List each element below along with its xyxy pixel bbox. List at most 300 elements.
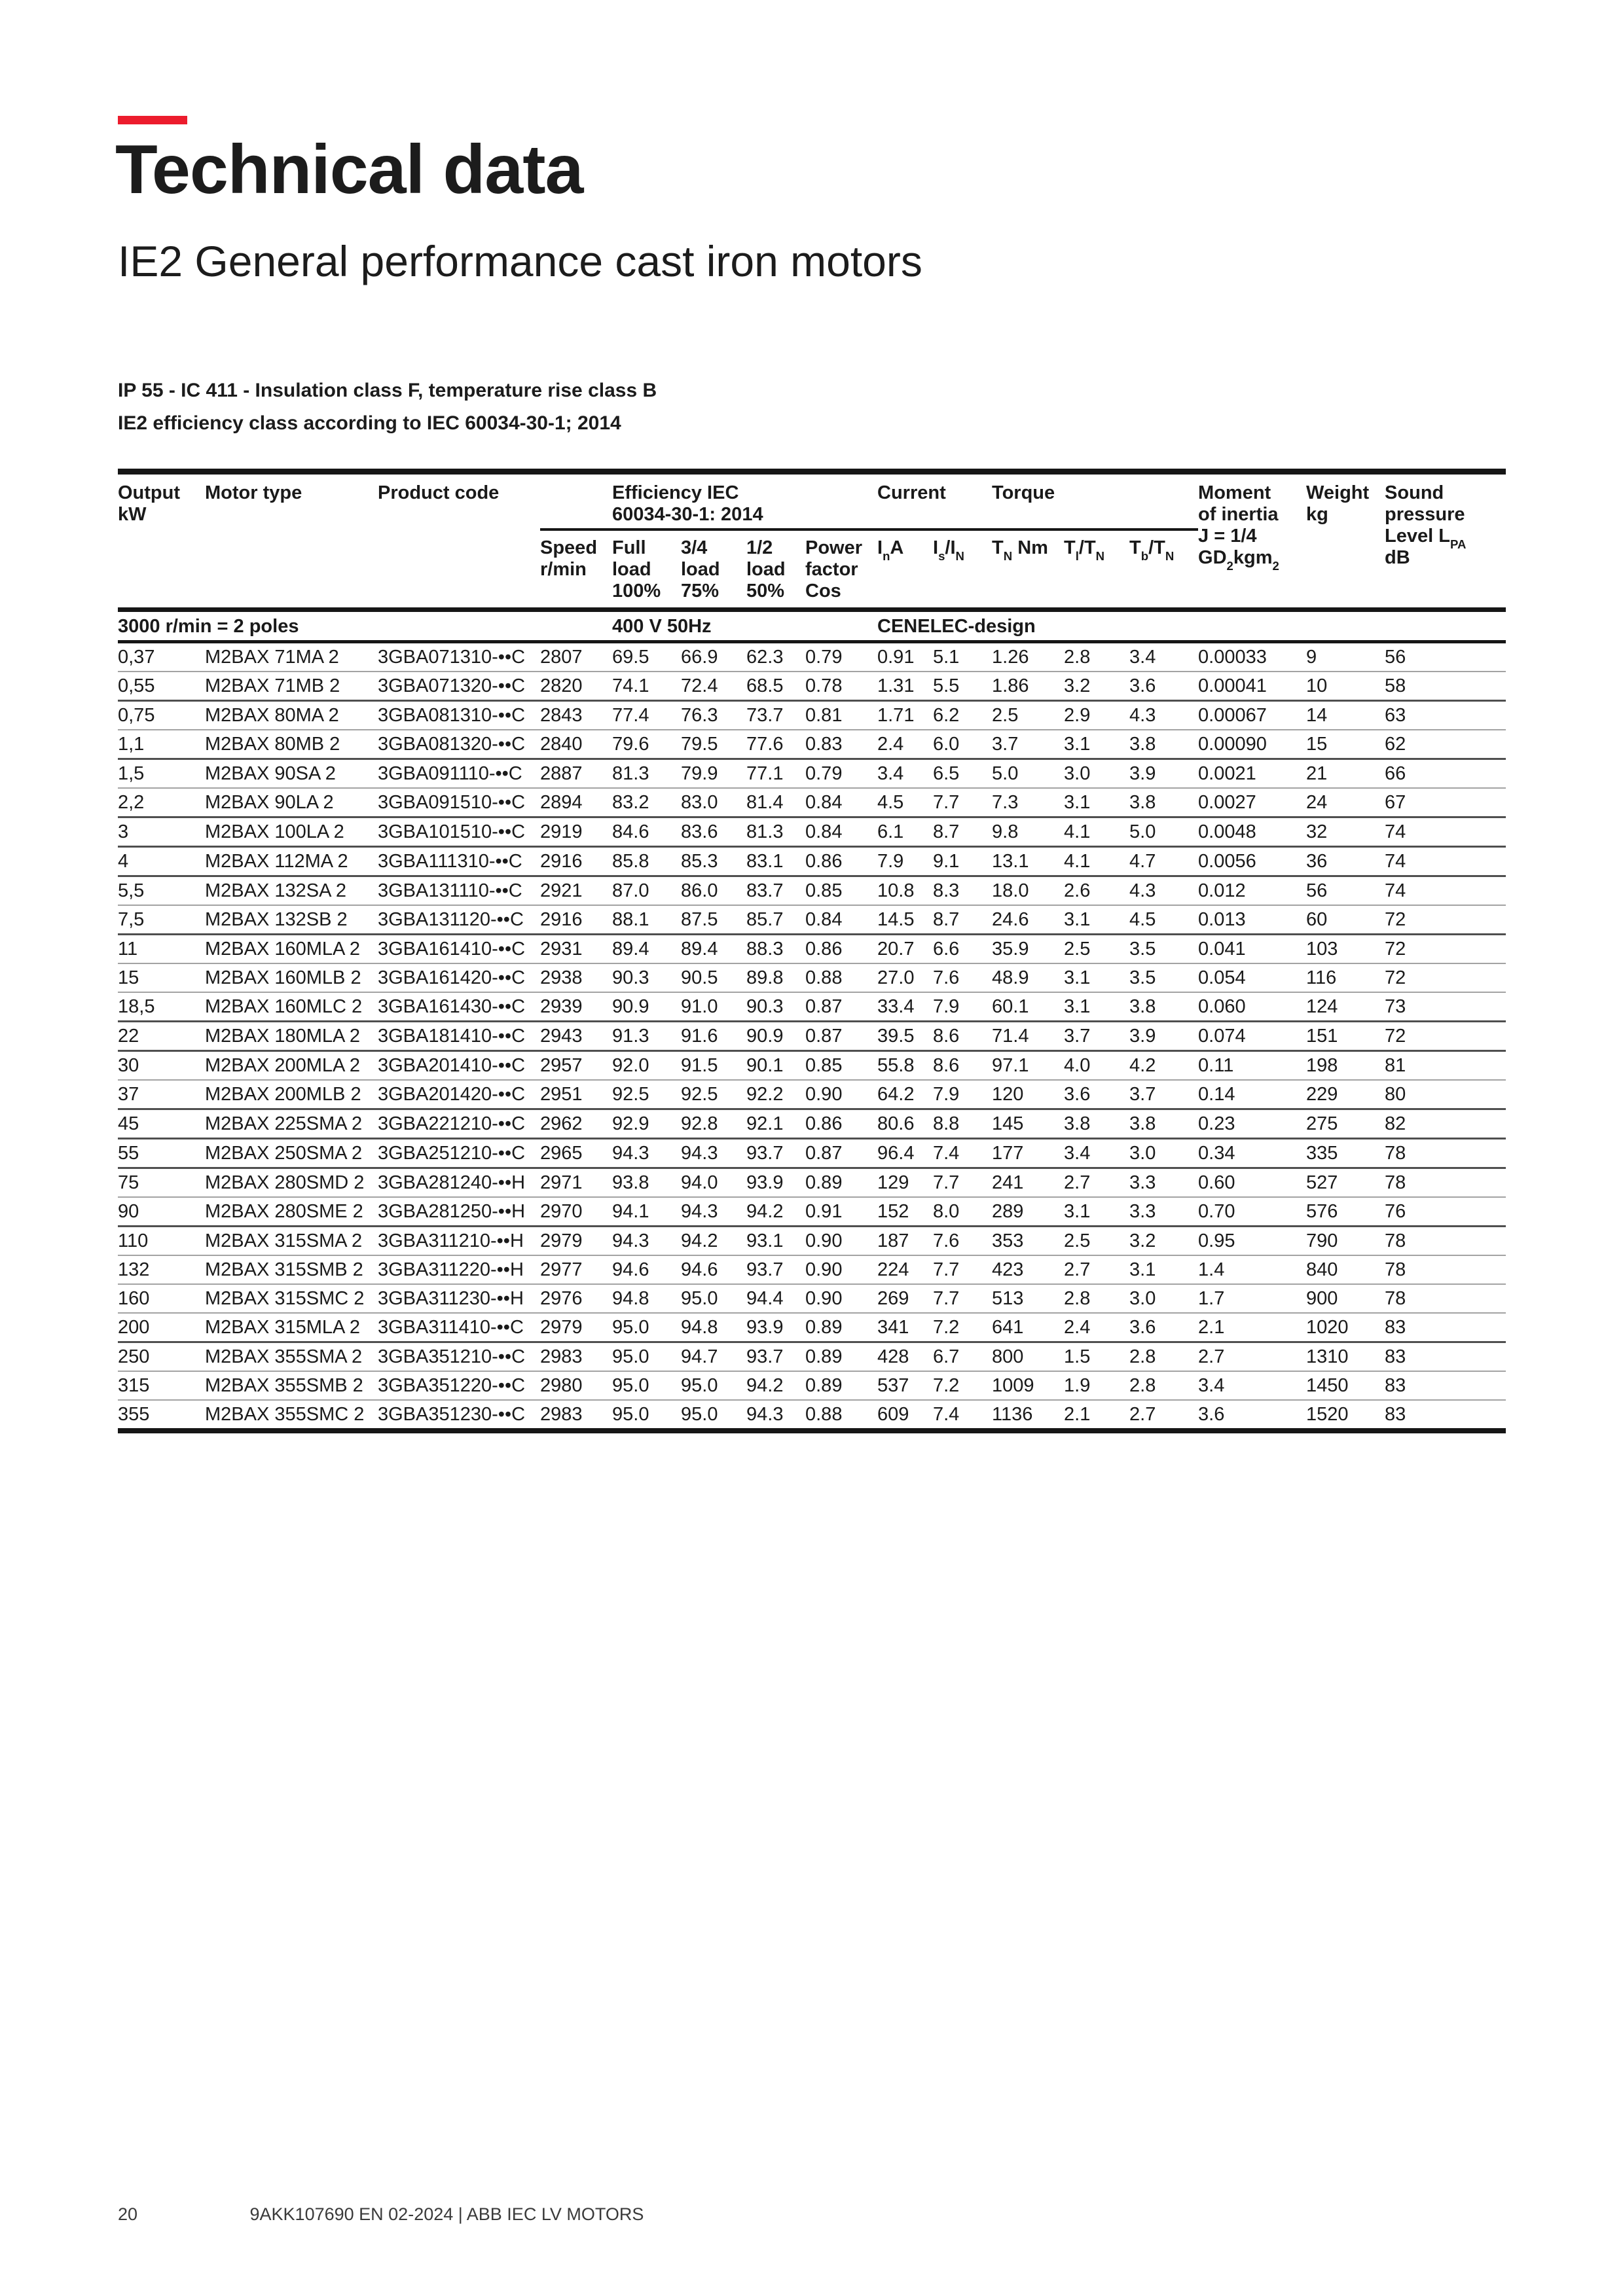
- cell-product-code: 3GBA221210-••C: [378, 1109, 540, 1139]
- cell-weight-kg: 790: [1306, 1227, 1385, 1256]
- cell-eff-full-load: 95.0: [612, 1342, 681, 1372]
- cell-eff-34-load: 87.5: [681, 905, 746, 935]
- table-row: [118, 817, 1506, 847]
- cell-moment-of-inertia: 0.0056: [1198, 847, 1306, 876]
- cell-weight-kg: 900: [1306, 1284, 1385, 1313]
- cell-speed-rpm: 2843: [540, 701, 612, 730]
- cell-torque-tn-nm: 120: [992, 1080, 1064, 1109]
- cell-power-factor-cos: 0.90: [805, 1284, 877, 1313]
- cell-eff-34-load: 91.5: [681, 1051, 746, 1081]
- cell-moment-of-inertia: 0.0021: [1198, 759, 1306, 789]
- cell-torque-tn-nm: 71.4: [992, 1022, 1064, 1051]
- cell-weight-kg: 198: [1306, 1051, 1385, 1081]
- table-row: [118, 1255, 1506, 1284]
- cell-torque-tn-nm: 1009: [992, 1371, 1064, 1400]
- cell-eff-full-load: 74.1: [612, 672, 681, 701]
- cell-torque-tb-tn: 3.9: [1129, 759, 1198, 789]
- cell-sound-pressure-db: 83: [1385, 1400, 1506, 1431]
- cell-eff-12-load: 94.4: [746, 1284, 805, 1313]
- cell-current-in-a: 80.6: [877, 1109, 933, 1139]
- cell-motor-type: M2BAX 71MA 2: [205, 642, 378, 672]
- cell-torque-tl-tn: 2.8: [1064, 1284, 1129, 1313]
- cell-power-factor-cos: 0.88: [805, 963, 877, 992]
- cell-product-code: 3GBA081310-••C: [378, 701, 540, 730]
- cell-power-factor-cos: 0.79: [805, 642, 877, 672]
- table-row: [118, 1197, 1506, 1227]
- cell-current-in-a: 2.4: [877, 730, 933, 759]
- cell-eff-full-load: 87.0: [612, 876, 681, 906]
- table-row: [118, 1371, 1506, 1400]
- cell-torque-tl-tn: 3.1: [1064, 992, 1129, 1022]
- cell-eff-34-load: 94.2: [681, 1227, 746, 1256]
- cell-current-in-a: 96.4: [877, 1139, 933, 1168]
- cell-torque-tn-nm: 353: [992, 1227, 1064, 1256]
- cell-torque-tb-tn: 3.1: [1129, 1255, 1198, 1284]
- cell-current-is-in: 8.0: [933, 1197, 992, 1227]
- cell-torque-tl-tn: 3.1: [1064, 963, 1129, 992]
- cell-output-kw: 2,2: [118, 788, 205, 817]
- cell-eff-full-load: 79.6: [612, 730, 681, 759]
- cell-power-factor-cos: 0.85: [805, 1051, 877, 1081]
- cell-current-is-in: 7.2: [933, 1371, 992, 1400]
- cell-power-factor-cos: 0.87: [805, 1139, 877, 1168]
- cell-torque-tl-tn: 2.9: [1064, 701, 1129, 730]
- cell-torque-tb-tn: 3.8: [1129, 788, 1198, 817]
- cell-speed-rpm: 2921: [540, 876, 612, 906]
- cell-power-factor-cos: 0.84: [805, 817, 877, 847]
- cell-current-in-a: 4.5: [877, 788, 933, 817]
- cell-torque-tn-nm: 641: [992, 1313, 1064, 1342]
- cell-sound-pressure-db: 83: [1385, 1313, 1506, 1342]
- cell-power-factor-cos: 0.89: [805, 1313, 877, 1342]
- cell-sound-pressure-db: 58: [1385, 672, 1506, 701]
- cell-product-code: 3GBA351220-••C: [378, 1371, 540, 1400]
- col-header-spacer-speed: [540, 472, 612, 530]
- cell-torque-tn-nm: 800: [992, 1342, 1064, 1372]
- cell-output-kw: 0,75: [118, 701, 205, 730]
- cell-eff-12-load: 83.1: [746, 847, 805, 876]
- cell-motor-type: M2BAX 90SA 2: [205, 759, 378, 789]
- cell-output-kw: 37: [118, 1080, 205, 1109]
- cell-eff-full-load: 91.3: [612, 1022, 681, 1051]
- cell-weight-kg: 1450: [1306, 1371, 1385, 1400]
- cell-product-code: 3GBA111310-••C: [378, 847, 540, 876]
- cell-eff-34-load: 89.4: [681, 935, 746, 964]
- table-body: [118, 610, 1506, 1431]
- cell-torque-tn-nm: 2.5: [992, 701, 1064, 730]
- group-design-label: CENELEC-design: [877, 610, 1198, 642]
- technical-data-table-wrap: [118, 469, 1506, 1433]
- cell-speed-rpm: 2894: [540, 788, 612, 817]
- cell-current-in-a: 269: [877, 1284, 933, 1313]
- cell-moment-of-inertia: 0.23: [1198, 1109, 1306, 1139]
- cell-torque-tl-tn: 2.5: [1064, 935, 1129, 964]
- cell-sound-pressure-db: 76: [1385, 1197, 1506, 1227]
- cell-eff-34-load: 91.0: [681, 992, 746, 1022]
- cell-torque-tn-nm: 35.9: [992, 935, 1064, 964]
- cell-current-in-a: 187: [877, 1227, 933, 1256]
- cell-eff-full-load: 94.6: [612, 1255, 681, 1284]
- cell-output-kw: 7,5: [118, 905, 205, 935]
- cell-eff-12-load: 92.1: [746, 1109, 805, 1139]
- cell-torque-tl-tn: 4.0: [1064, 1051, 1129, 1081]
- cell-product-code: 3GBA101510-••C: [378, 817, 540, 847]
- cell-torque-tb-tn: 3.7: [1129, 1080, 1198, 1109]
- cell-current-in-a: 7.9: [877, 847, 933, 876]
- cell-eff-34-load: 83.0: [681, 788, 746, 817]
- cell-torque-tb-tn: 3.3: [1129, 1197, 1198, 1227]
- table-header: [118, 472, 1506, 610]
- cell-motor-type: M2BAX 315SMA 2: [205, 1227, 378, 1256]
- cell-eff-12-load: 93.7: [746, 1342, 805, 1372]
- cell-current-is-in: 7.9: [933, 992, 992, 1022]
- table-row: [118, 1227, 1506, 1256]
- cell-product-code: 3GBA091510-••C: [378, 788, 540, 817]
- cell-eff-12-load: 92.2: [746, 1080, 805, 1109]
- cell-current-in-a: 428: [877, 1342, 933, 1372]
- cell-sound-pressure-db: 83: [1385, 1342, 1506, 1372]
- col-header-34-load: 3/4 load 75%: [681, 529, 746, 610]
- cell-eff-full-load: 77.4: [612, 701, 681, 730]
- cell-eff-34-load: 85.3: [681, 847, 746, 876]
- cell-speed-rpm: 2820: [540, 672, 612, 701]
- cell-eff-full-load: 95.0: [612, 1313, 681, 1342]
- cell-eff-full-load: 90.9: [612, 992, 681, 1022]
- col-header-current-ratio: $I_s/I_N$: [933, 529, 992, 610]
- cell-weight-kg: 32: [1306, 817, 1385, 847]
- cell-eff-12-load: 94.2: [746, 1371, 805, 1400]
- cell-eff-full-load: 95.0: [612, 1371, 681, 1400]
- table-row: [118, 701, 1506, 730]
- cell-product-code: 3GBA281240-••H: [378, 1168, 540, 1198]
- cell-current-is-in: 8.8: [933, 1109, 992, 1139]
- cell-torque-tl-tn: 2.4: [1064, 1313, 1129, 1342]
- cell-weight-kg: 15: [1306, 730, 1385, 759]
- cell-current-is-in: 6.5: [933, 759, 992, 789]
- cell-power-factor-cos: 0.78: [805, 672, 877, 701]
- motor-technical-data-table: [118, 469, 1506, 1433]
- cell-torque-tb-tn: 2.8: [1129, 1342, 1198, 1372]
- cell-eff-full-load: 92.9: [612, 1109, 681, 1139]
- cell-current-is-in: 7.9: [933, 1080, 992, 1109]
- table-row: [118, 847, 1506, 876]
- cell-current-in-a: 39.5: [877, 1022, 933, 1051]
- cell-motor-type: M2BAX 112MA 2: [205, 847, 378, 876]
- cell-current-is-in: 6.7: [933, 1342, 992, 1372]
- cell-current-in-a: 224: [877, 1255, 933, 1284]
- group-spacer-1: [540, 610, 612, 642]
- cell-product-code: 3GBA161430-••C: [378, 992, 540, 1022]
- abb-red-accent-bar: [118, 116, 187, 124]
- cell-torque-tl-tn: 4.1: [1064, 817, 1129, 847]
- cell-eff-12-load: 93.1: [746, 1227, 805, 1256]
- cell-eff-full-load: 94.8: [612, 1284, 681, 1313]
- cell-motor-type: M2BAX 355SMA 2: [205, 1342, 378, 1372]
- cell-current-in-a: 20.7: [877, 935, 933, 964]
- cell-moment-of-inertia: 1.7: [1198, 1284, 1306, 1313]
- cell-sound-pressure-db: 82: [1385, 1109, 1506, 1139]
- cell-torque-tn-nm: 18.0: [992, 876, 1064, 906]
- cell-power-factor-cos: 0.88: [805, 1400, 877, 1431]
- table-row: [118, 1313, 1506, 1342]
- cell-eff-full-load: 93.8: [612, 1168, 681, 1198]
- cell-motor-type: M2BAX 80MB 2: [205, 730, 378, 759]
- cell-motor-type: M2BAX 160MLC 2: [205, 992, 378, 1022]
- cell-output-kw: 90: [118, 1197, 205, 1227]
- cell-speed-rpm: 2951: [540, 1080, 612, 1109]
- cell-torque-tl-tn: 3.1: [1064, 1197, 1129, 1227]
- cell-current-in-a: 1.71: [877, 701, 933, 730]
- cell-motor-type: M2BAX 80MA 2: [205, 701, 378, 730]
- cell-current-is-in: 7.4: [933, 1400, 992, 1431]
- col-header-current-in: $I_nA$: [877, 529, 933, 610]
- cell-torque-tl-tn: 3.7: [1064, 1022, 1129, 1051]
- cell-motor-type: M2BAX 250SMA 2: [205, 1139, 378, 1168]
- cell-torque-tl-tn: 2.5: [1064, 1227, 1129, 1256]
- cell-moment-of-inertia: 2.1: [1198, 1313, 1306, 1342]
- cell-weight-kg: 1520: [1306, 1400, 1385, 1431]
- cell-eff-12-load: 83.7: [746, 876, 805, 906]
- table-row: [118, 730, 1506, 759]
- cell-output-kw: 22: [118, 1022, 205, 1051]
- cell-power-factor-cos: 0.91: [805, 1197, 877, 1227]
- cell-motor-type: M2BAX 160MLA 2: [205, 935, 378, 964]
- cell-eff-12-load: 89.8: [746, 963, 805, 992]
- cell-eff-12-load: 93.7: [746, 1255, 805, 1284]
- cell-sound-pressure-db: 74: [1385, 817, 1506, 847]
- cell-speed-rpm: 2980: [540, 1371, 612, 1400]
- cell-moment-of-inertia: 0.34: [1198, 1139, 1306, 1168]
- col-header-torque-tb-tn: $T_b/T_N$: [1129, 529, 1198, 610]
- cell-speed-rpm: 2840: [540, 730, 612, 759]
- cell-weight-kg: 527: [1306, 1168, 1385, 1198]
- spec-line-ip-class: IP 55 - IC 411 - Insulation class F, temperature rise class B: [118, 380, 657, 401]
- cell-torque-tl-tn: 3.6: [1064, 1080, 1129, 1109]
- cell-torque-tn-nm: 24.6: [992, 905, 1064, 935]
- cell-eff-12-load: 90.9: [746, 1022, 805, 1051]
- page-subtitle: IE2 General performance cast iron motors: [118, 237, 922, 285]
- cell-speed-rpm: 2916: [540, 847, 612, 876]
- cell-product-code: 3GBA351210-••C: [378, 1342, 540, 1372]
- cell-weight-kg: 24: [1306, 788, 1385, 817]
- cell-torque-tb-tn: 3.9: [1129, 1022, 1198, 1051]
- cell-torque-tn-nm: 9.8: [992, 817, 1064, 847]
- cell-eff-34-load: 72.4: [681, 672, 746, 701]
- cell-current-in-a: 55.8: [877, 1051, 933, 1081]
- cell-current-is-in: 8.7: [933, 905, 992, 935]
- cell-power-factor-cos: 0.89: [805, 1168, 877, 1198]
- cell-eff-34-load: 79.5: [681, 730, 746, 759]
- table-row: [118, 1139, 1506, 1168]
- cell-torque-tb-tn: 2.8: [1129, 1371, 1198, 1400]
- cell-motor-type: M2BAX 315SMB 2: [205, 1255, 378, 1284]
- cell-torque-tl-tn: 2.8: [1064, 642, 1129, 672]
- cell-product-code: 3GBA311230-••H: [378, 1284, 540, 1313]
- cell-current-is-in: 8.6: [933, 1051, 992, 1081]
- cell-eff-34-load: 83.6: [681, 817, 746, 847]
- cell-eff-full-load: 94.1: [612, 1197, 681, 1227]
- cell-product-code: 3GBA311210-••H: [378, 1227, 540, 1256]
- cell-speed-rpm: 2962: [540, 1109, 612, 1139]
- table-row: [118, 963, 1506, 992]
- cell-power-factor-cos: 0.86: [805, 935, 877, 964]
- cell-product-code: 3GBA161420-••C: [378, 963, 540, 992]
- cell-sound-pressure-db: 56: [1385, 642, 1506, 672]
- cell-eff-12-load: 81.4: [746, 788, 805, 817]
- table-row: [118, 672, 1506, 701]
- col-header-moment-of-inertia: Moment of inertia J = 1/4 $GD_2kgm_2$: [1198, 472, 1306, 610]
- cell-power-factor-cos: 0.86: [805, 1109, 877, 1139]
- cell-eff-34-load: 94.8: [681, 1313, 746, 1342]
- cell-sound-pressure-db: 83: [1385, 1371, 1506, 1400]
- cell-current-in-a: 27.0: [877, 963, 933, 992]
- cell-output-kw: 110: [118, 1227, 205, 1256]
- cell-eff-34-load: 95.0: [681, 1284, 746, 1313]
- cell-product-code: 3GBA071320-••C: [378, 672, 540, 701]
- cell-weight-kg: 1020: [1306, 1313, 1385, 1342]
- cell-torque-tb-tn: 4.2: [1129, 1051, 1198, 1081]
- cell-output-kw: 1,1: [118, 730, 205, 759]
- cell-current-in-a: 0.91: [877, 642, 933, 672]
- cell-power-factor-cos: 0.89: [805, 1342, 877, 1372]
- cell-moment-of-inertia: 2.7: [1198, 1342, 1306, 1372]
- cell-current-in-a: 64.2: [877, 1080, 933, 1109]
- cell-speed-rpm: 2965: [540, 1139, 612, 1168]
- cell-power-factor-cos: 0.89: [805, 1371, 877, 1400]
- cell-eff-12-load: 93.9: [746, 1313, 805, 1342]
- cell-output-kw: 11: [118, 935, 205, 964]
- cell-torque-tn-nm: 145: [992, 1109, 1064, 1139]
- group-header-torque: Torque: [992, 472, 1198, 530]
- group-voltage-label: 400 V 50Hz: [612, 610, 877, 642]
- cell-speed-rpm: 2938: [540, 963, 612, 992]
- cell-weight-kg: 36: [1306, 847, 1385, 876]
- col-header-power-factor: Power factor Cos: [805, 529, 877, 610]
- cell-eff-12-load: 73.7: [746, 701, 805, 730]
- cell-current-is-in: 5.5: [933, 672, 992, 701]
- cell-current-is-in: 7.2: [933, 1313, 992, 1342]
- cell-moment-of-inertia: 1.4: [1198, 1255, 1306, 1284]
- cell-weight-kg: 229: [1306, 1080, 1385, 1109]
- col-header-motor-type: Motor type: [205, 472, 378, 610]
- cell-output-kw: 15: [118, 963, 205, 992]
- cell-output-kw: 4: [118, 847, 205, 876]
- footer-page-number: 20: [118, 2204, 138, 2224]
- cell-torque-tb-tn: 3.6: [1129, 672, 1198, 701]
- page-footer: [118, 2204, 644, 2225]
- cell-output-kw: 355: [118, 1400, 205, 1431]
- cell-moment-of-inertia: 0.95: [1198, 1227, 1306, 1256]
- cell-eff-full-load: 94.3: [612, 1227, 681, 1256]
- cell-weight-kg: 116: [1306, 963, 1385, 992]
- cell-torque-tn-nm: 513: [992, 1284, 1064, 1313]
- cell-torque-tb-tn: 3.8: [1129, 730, 1198, 759]
- cell-eff-12-load: 77.6: [746, 730, 805, 759]
- col-header-spacer-power-factor: [805, 472, 877, 530]
- cell-speed-rpm: 2939: [540, 992, 612, 1022]
- cell-sound-pressure-db: 74: [1385, 847, 1506, 876]
- cell-current-is-in: 7.6: [933, 1227, 992, 1256]
- cell-power-factor-cos: 0.87: [805, 1022, 877, 1051]
- cell-moment-of-inertia: 0.70: [1198, 1197, 1306, 1227]
- cell-speed-rpm: 2983: [540, 1400, 612, 1431]
- cell-motor-type: M2BAX 200MLA 2: [205, 1051, 378, 1081]
- col-header-torque-tn: $T_N$ Nm: [992, 529, 1064, 610]
- cell-current-is-in: 6.6: [933, 935, 992, 964]
- cell-eff-34-load: 95.0: [681, 1371, 746, 1400]
- table-row: [118, 1022, 1506, 1051]
- col-header-12-load: 1/2 load 50%: [746, 529, 805, 610]
- cell-eff-full-load: 92.0: [612, 1051, 681, 1081]
- cell-sound-pressure-db: 72: [1385, 905, 1506, 935]
- cell-eff-12-load: 93.7: [746, 1139, 805, 1168]
- cell-eff-12-load: 94.2: [746, 1197, 805, 1227]
- group-row-3000rpm: [118, 610, 1506, 642]
- cell-torque-tb-tn: 3.4: [1129, 642, 1198, 672]
- cell-speed-rpm: 2957: [540, 1051, 612, 1081]
- cell-output-kw: 200: [118, 1313, 205, 1342]
- cell-output-kw: 18,5: [118, 992, 205, 1022]
- cell-product-code: 3GBA081320-••C: [378, 730, 540, 759]
- cell-moment-of-inertia: 0.00041: [1198, 672, 1306, 701]
- cell-current-is-in: 7.7: [933, 1168, 992, 1198]
- cell-moment-of-inertia: 0.013: [1198, 905, 1306, 935]
- cell-motor-type: M2BAX 315MLA 2: [205, 1313, 378, 1342]
- cell-torque-tn-nm: 177: [992, 1139, 1064, 1168]
- cell-output-kw: 1,5: [118, 759, 205, 789]
- cell-sound-pressure-db: 78: [1385, 1168, 1506, 1198]
- cell-power-factor-cos: 0.79: [805, 759, 877, 789]
- cell-torque-tl-tn: 3.1: [1064, 730, 1129, 759]
- cell-motor-type: M2BAX 355SMB 2: [205, 1371, 378, 1400]
- cell-moment-of-inertia: 0.00090: [1198, 730, 1306, 759]
- cell-sound-pressure-db: 78: [1385, 1255, 1506, 1284]
- col-header-sound-pressure: Sound pressure Level $L_{PA}$ dB: [1385, 472, 1506, 610]
- table-row: [118, 788, 1506, 817]
- cell-power-factor-cos: 0.86: [805, 847, 877, 876]
- cell-eff-12-load: 77.1: [746, 759, 805, 789]
- cell-torque-tb-tn: 3.6: [1129, 1313, 1198, 1342]
- cell-torque-tn-nm: 1.26: [992, 642, 1064, 672]
- cell-weight-kg: 840: [1306, 1255, 1385, 1284]
- table-row: [118, 905, 1506, 935]
- cell-speed-rpm: 2970: [540, 1197, 612, 1227]
- table-row: [118, 1400, 1506, 1431]
- cell-torque-tn-nm: 48.9: [992, 963, 1064, 992]
- cell-product-code: 3GBA181410-••C: [378, 1022, 540, 1051]
- col-header-full-load: Full load 100%: [612, 529, 681, 610]
- cell-product-code: 3GBA281250-••H: [378, 1197, 540, 1227]
- cell-current-is-in: 6.0: [933, 730, 992, 759]
- group-header-current: Current: [877, 472, 992, 530]
- cell-product-code: 3GBA131110-••C: [378, 876, 540, 906]
- cell-output-kw: 75: [118, 1168, 205, 1198]
- cell-torque-tn-nm: 7.3: [992, 788, 1064, 817]
- cell-eff-34-load: 94.6: [681, 1255, 746, 1284]
- cell-power-factor-cos: 0.81: [805, 701, 877, 730]
- cell-motor-type: M2BAX 315SMC 2: [205, 1284, 378, 1313]
- cell-eff-34-load: 66.9: [681, 642, 746, 672]
- cell-motor-type: M2BAX 355SMC 2: [205, 1400, 378, 1431]
- table-row: [118, 759, 1506, 789]
- cell-torque-tb-tn: 4.3: [1129, 876, 1198, 906]
- cell-power-factor-cos: 0.83: [805, 730, 877, 759]
- cell-current-in-a: 10.8: [877, 876, 933, 906]
- cell-sound-pressure-db: 78: [1385, 1139, 1506, 1168]
- cell-sound-pressure-db: 81: [1385, 1051, 1506, 1081]
- cell-torque-tn-nm: 241: [992, 1168, 1064, 1198]
- table-row: [118, 935, 1506, 964]
